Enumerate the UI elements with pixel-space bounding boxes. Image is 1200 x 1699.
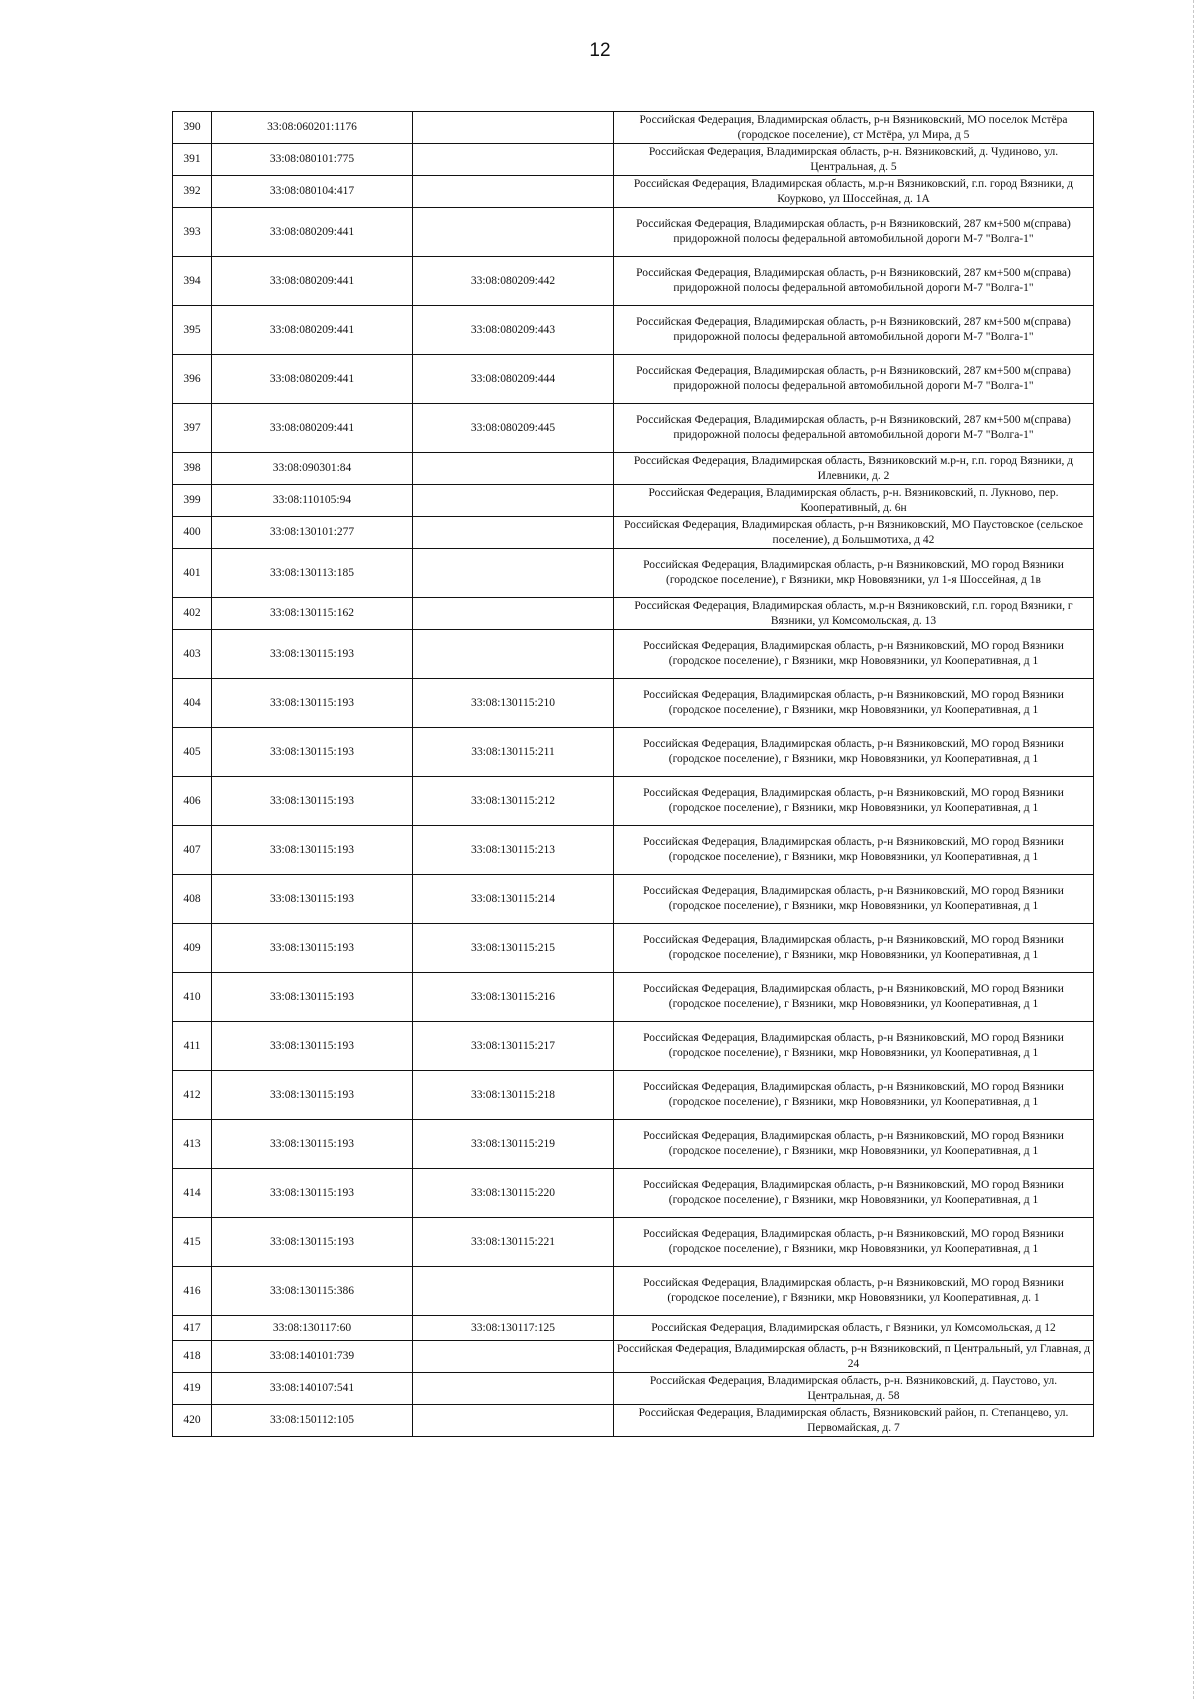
row-number-cell: 405 [173,728,212,777]
cadastral-number-cell: 33:08:090301:84 [212,453,413,485]
address-cell: Российская Федерация, Владимирская область, р-н Вязниковский, МО город Вязники (городское поселение), г Вязники, мкр Нововязники, ул Кооперативная, д. 1 [614,1267,1094,1316]
included-object-cell [413,112,614,144]
address-cell: Российская Федерация, Владимирская область, р-н Вязниковский, МО город Вязники (городское поселение), г Вязники, мкр Нововязники, ул Кооперативная, д 1 [614,1022,1094,1071]
row-number-cell: 413 [173,1120,212,1169]
address-cell: Российская Федерация, Владимирская область, р-н Вязниковский, МО город Вязники (городское поселение), г Вязники, мкр Нововязники, ул Кооперативная, д 1 [614,924,1094,973]
cadastral-number-cell: 33:08:130115:193 [212,973,413,1022]
address-cell: Российская Федерация, Владимирская область, р-н Вязниковский, МО город Вязники (городское поселение), г Вязники, мкр Нововязники, ул Кооперативная, д 1 [614,630,1094,679]
table-row [173,1120,1094,1169]
table-row [173,1405,1094,1437]
included-object-cell [413,630,614,679]
row-number-cell: 399 [173,485,212,517]
cadastral-number-cell: 33:08:080104:417 [212,176,413,208]
table-row [173,1071,1094,1120]
row-number-cell: 397 [173,404,212,453]
included-object-cell [413,1341,614,1373]
included-object-cell: 33:08:130115:217 [413,1022,614,1071]
cadastral-number-cell: 33:08:130115:193 [212,1120,413,1169]
table-row [173,176,1094,208]
table-row [173,924,1094,973]
included-object-cell: 33:08:130115:219 [413,1120,614,1169]
address-cell: Российская Федерация, Владимирская область, р-н Вязниковский, 287 км+500 м(справа) придорожной полосы федеральной автомобильной дороги М-7 "Волга-1" [614,355,1094,404]
row-number-cell: 410 [173,973,212,1022]
table-row [173,1373,1094,1405]
cadastral-number-cell: 33:08:080209:441 [212,404,413,453]
included-object-cell [413,1267,614,1316]
included-object-cell [413,144,614,176]
address-cell: Российская Федерация, Владимирская область, р-н Вязниковский, МО город Вязники (городское поселение), г Вязники, мкр Нововязники, ул Кооперативная, д 1 [614,777,1094,826]
cadastral-number-cell: 33:08:130115:386 [212,1267,413,1316]
included-object-cell [413,1373,614,1405]
row-number-cell: 407 [173,826,212,875]
address-cell: Российская Федерация, Владимирская область, Вязниковский м.р-н, г.п. город Вязники, д Илевники, д. 2 [614,453,1094,485]
included-object-cell: 33:08:130115:214 [413,875,614,924]
table-row [173,777,1094,826]
row-number-cell: 390 [173,112,212,144]
row-number-cell: 415 [173,1218,212,1267]
cadastral-number-cell: 33:08:130115:193 [212,1022,413,1071]
cadastral-number-cell: 33:08:130115:193 [212,924,413,973]
included-object-cell: 33:08:130115:221 [413,1218,614,1267]
table-row [173,1316,1094,1341]
address-cell: Российская Федерация, Владимирская область, р-н Вязниковский, МО город Вязники (городское поселение), г Вязники, мкр Нововязники, ул Кооперативная, д 1 [614,973,1094,1022]
address-cell: Российская Федерация, Владимирская область, м.р-н Вязниковский, г.п. город Вязники, д Коурково, ул Шоссейная, д. 1А [614,176,1094,208]
cadastral-number-cell: 33:08:130113:185 [212,549,413,598]
included-object-cell: 33:08:130117:125 [413,1316,614,1341]
address-cell: Российская Федерация, Владимирская область, р-н Вязниковский, МО поселок Мстёра (городское поселение), ст Мстёра, ул Мира, д 5 [614,112,1094,144]
row-number-cell: 408 [173,875,212,924]
cadastral-number-cell: 33:08:130115:193 [212,728,413,777]
table-row [173,485,1094,517]
cadastral-number-cell: 33:08:110105:94 [212,485,413,517]
included-object-cell [413,208,614,257]
row-number-cell: 392 [173,176,212,208]
address-cell: Российская Федерация, Владимирская область, г Вязники, ул Комсомольская, д 12 [614,1316,1094,1341]
address-cell: Российская Федерация, Владимирская область, р-н Вязниковский, 287 км+500 м(справа) придорожной полосы федеральной автомобильной дороги М-7 "Волга-1" [614,257,1094,306]
cadastral-number-cell: 33:08:080209:441 [212,257,413,306]
cadastral-number-cell: 33:08:080101:775 [212,144,413,176]
included-object-cell: 33:08:130115:212 [413,777,614,826]
row-number-cell: 398 [173,453,212,485]
included-object-cell [413,176,614,208]
cadastral-number-cell: 33:08:130101:277 [212,517,413,549]
address-cell: Российская Федерация, Владимирская область, р-н Вязниковский, МО Паустовское (сельское поселение), д Большмотиха, д 42 [614,517,1094,549]
registry-table-body [173,112,1094,1437]
registry-table [172,111,1094,1437]
cadastral-number-cell: 33:08:130115:193 [212,826,413,875]
address-cell: Российская Федерация, Владимирская область, р-н Вязниковский, МО город Вязники (городское поселение), г Вязники, мкр Нововязники, ул Кооперативная, д 1 [614,826,1094,875]
table-row [173,453,1094,485]
table-row [173,355,1094,404]
row-number-cell: 412 [173,1071,212,1120]
address-cell: Российская Федерация, Владимирская область, Вязниковский район, п. Степанцево, ул. Первомайская, д. 7 [614,1405,1094,1437]
table-row [173,875,1094,924]
address-cell: Российская Федерация, Владимирская область, р-н Вязниковский, МО город Вязники (городское поселение), г Вязники, мкр Нововязники, ул Кооперативная, д 1 [614,1218,1094,1267]
address-cell: Российская Федерация, Владимирская область, р-н Вязниковский, МО город Вязники (городское поселение), г Вязники, мкр Нововязники, ул Кооперативная, д 1 [614,1169,1094,1218]
cadastral-number-cell: 33:08:140107:541 [212,1373,413,1405]
address-cell: Российская Федерация, Владимирская область, р-н Вязниковский, МО город Вязники (городское поселение), г Вязники, мкр Нововязники, ул Кооперативная, д 1 [614,728,1094,777]
cadastral-number-cell: 33:08:130115:193 [212,1218,413,1267]
address-cell: Российская Федерация, Владимирская область, р-н. Вязниковский, д. Чудиново, ул. Центральная, д. 5 [614,144,1094,176]
row-number-cell: 409 [173,924,212,973]
table-row [173,728,1094,777]
cadastral-number-cell: 33:08:130115:193 [212,1071,413,1120]
table-row [173,826,1094,875]
included-object-cell [413,453,614,485]
cadastral-number-cell: 33:08:130115:193 [212,1169,413,1218]
table-row [173,549,1094,598]
row-number-cell: 393 [173,208,212,257]
table-row [173,630,1094,679]
table-row [173,1267,1094,1316]
table-row [173,598,1094,630]
row-number-cell: 411 [173,1022,212,1071]
row-number-cell: 396 [173,355,212,404]
address-cell: Российская Федерация, Владимирская область, р-н Вязниковский, 287 км+500 м(справа) придорожной полосы федеральной автомобильной дороги М-7 "Волга-1" [614,208,1094,257]
table-row [173,973,1094,1022]
row-number-cell: 420 [173,1405,212,1437]
table-row [173,144,1094,176]
row-number-cell: 418 [173,1341,212,1373]
cadastral-number-cell: 33:08:080209:441 [212,208,413,257]
cadastral-number-cell: 33:08:080209:441 [212,355,413,404]
cadastral-number-cell: 33:08:130115:162 [212,598,413,630]
included-object-cell: 33:08:130115:216 [413,973,614,1022]
included-object-cell [413,517,614,549]
row-number-cell: 419 [173,1373,212,1405]
row-number-cell: 417 [173,1316,212,1341]
table-row [173,257,1094,306]
row-number-cell: 406 [173,777,212,826]
row-number-cell: 401 [173,549,212,598]
included-object-cell [413,1405,614,1437]
row-number-cell: 394 [173,257,212,306]
row-number-cell: 403 [173,630,212,679]
included-object-cell: 33:08:080209:442 [413,257,614,306]
row-number-cell: 400 [173,517,212,549]
table-row [173,1169,1094,1218]
row-number-cell: 416 [173,1267,212,1316]
row-number-cell: 395 [173,306,212,355]
included-object-cell [413,549,614,598]
included-object-cell: 33:08:130115:210 [413,679,614,728]
cadastral-number-cell: 33:08:130115:193 [212,630,413,679]
included-object-cell: 33:08:080209:444 [413,355,614,404]
address-cell: Российская Федерация, Владимирская область, р-н Вязниковский, МО город Вязники (городское поселение), г Вязники, мкр Нововязники, ул Кооперативная, д 1 [614,875,1094,924]
scan-edge-mark [1192,0,1194,1699]
table-row [173,517,1094,549]
included-object-cell: 33:08:130115:218 [413,1071,614,1120]
row-number-cell: 391 [173,144,212,176]
address-cell: Российская Федерация, Владимирская область, р-н Вязниковский, МО город Вязники (городское поселение), г Вязники, мкр Нововязники, ул Кооперативная, д 1 [614,1071,1094,1120]
address-cell: Российская Федерация, Владимирская область, м.р-н Вязниковский, г.п. город Вязники, г Вязники, ул Комсомольская, д. 13 [614,598,1094,630]
address-cell: Российская Федерация, Владимирская область, р-н Вязниковский, 287 км+500 м(справа) придорожной полосы федеральной автомобильной дороги М-7 "Волга-1" [614,306,1094,355]
table-row [173,306,1094,355]
cadastral-number-cell: 33:08:140101:739 [212,1341,413,1373]
cadastral-number-cell: 33:08:130115:193 [212,679,413,728]
address-cell: Российская Федерация, Владимирская область, р-н Вязниковский, 287 км+500 м(справа) придорожной полосы федеральной автомобильной дороги М-7 "Волга-1" [614,404,1094,453]
cadastral-number-cell: 33:08:130115:193 [212,777,413,826]
cadastral-number-cell: 33:08:150112:105 [212,1405,413,1437]
included-object-cell: 33:08:130115:211 [413,728,614,777]
table-row [173,208,1094,257]
address-cell: Российская Федерация, Владимирская область, р-н. Вязниковский, д. Паустово, ул. Центральная, д. 58 [614,1373,1094,1405]
row-number-cell: 414 [173,1169,212,1218]
included-object-cell: 33:08:080209:443 [413,306,614,355]
table-row [173,1218,1094,1267]
address-cell: Российская Федерация, Владимирская область, р-н Вязниковский, п Центральный, ул Главная, д 24 [614,1341,1094,1373]
cadastral-number-cell: 33:08:130115:193 [212,875,413,924]
row-number-cell: 404 [173,679,212,728]
table-row [173,404,1094,453]
address-cell: Российская Федерация, Владимирская область, р-н. Вязниковский, п. Лукново, пер. Кооперативный, д. 6н [614,485,1094,517]
cadastral-number-cell: 33:08:060201:1176 [212,112,413,144]
cadastral-number-cell: 33:08:130117:60 [212,1316,413,1341]
row-number-cell: 402 [173,598,212,630]
included-object-cell: 33:08:130115:213 [413,826,614,875]
cadastral-number-cell: 33:08:080209:441 [212,306,413,355]
table-row [173,679,1094,728]
included-object-cell: 33:08:130115:215 [413,924,614,973]
address-cell: Российская Федерация, Владимирская область, р-н Вязниковский, МО город Вязники (городское поселение), г Вязники, мкр Нововязники, ул 1-я Шоссейная, д 1в [614,549,1094,598]
included-object-cell: 33:08:130115:220 [413,1169,614,1218]
table-row [173,1022,1094,1071]
page-number: 12 [589,40,611,61]
address-cell: Российская Федерация, Владимирская область, р-н Вязниковский, МО город Вязники (городское поселение), г Вязники, мкр Нововязники, ул Кооперативная, д 1 [614,1120,1094,1169]
included-object-cell [413,598,614,630]
included-object-cell: 33:08:080209:445 [413,404,614,453]
address-cell: Российская Федерация, Владимирская область, р-н Вязниковский, МО город Вязники (городское поселение), г Вязники, мкр Нововязники, ул Кооперативная, д 1 [614,679,1094,728]
table-row [173,112,1094,144]
table-row [173,1341,1094,1373]
included-object-cell [413,485,614,517]
